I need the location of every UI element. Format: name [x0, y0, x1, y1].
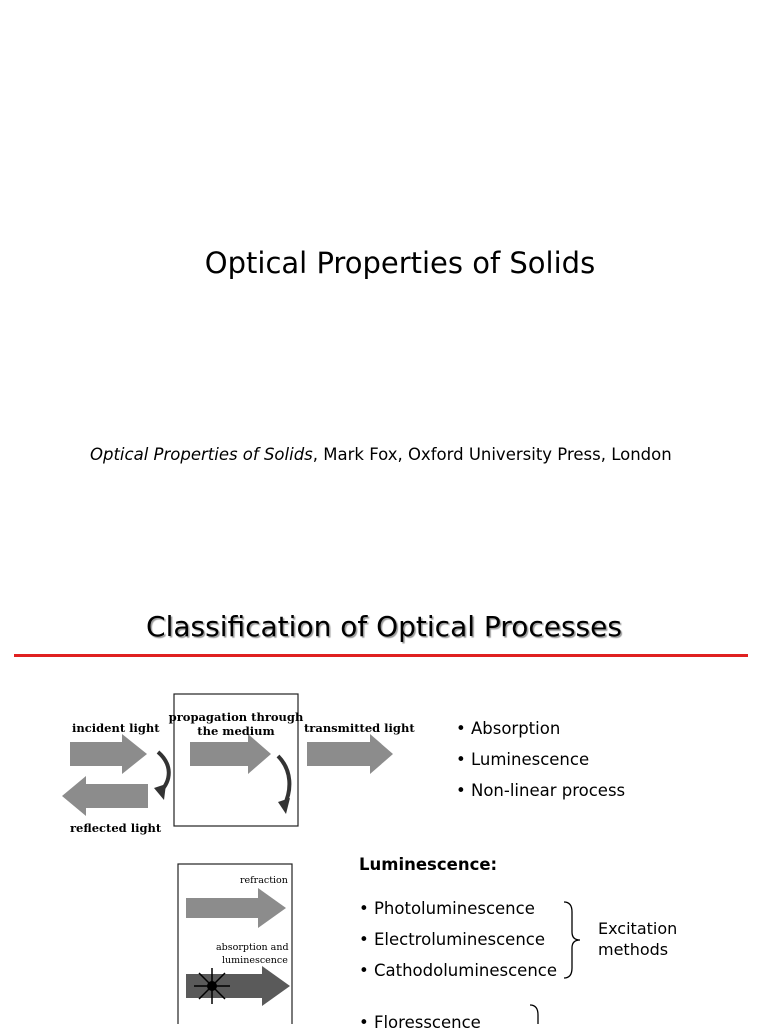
reflected-arrow	[62, 776, 148, 816]
luminescence-heading: Luminescence:	[359, 855, 498, 874]
right-brace-icon	[560, 898, 590, 982]
photoluminescence-item: • Photoluminescence	[359, 899, 535, 918]
light-medium-diagram	[0, 680, 420, 840]
incident-label: incident light	[72, 721, 160, 735]
excitation-methods-label	[598, 918, 677, 960]
absorption-label-2: luminescence	[222, 955, 288, 966]
citation	[90, 445, 672, 464]
slide-title: Optical Properties of Solids	[204, 246, 596, 280]
process-absorption: • Absorption	[456, 719, 561, 738]
internal-reflection-curve	[278, 756, 289, 806]
absorption-label-1: absorption and	[216, 942, 289, 953]
excitation-line-2: methods	[598, 940, 669, 959]
transmitted-arrow	[307, 734, 393, 774]
section-title: Classification of Optical Processes	[146, 610, 622, 643]
citation-details: , Mark Fox, Oxford University Press, London	[312, 445, 672, 464]
citation-book-title: Optical Properties of Solids	[90, 445, 313, 464]
excitation-line-1: Excitation	[598, 919, 678, 938]
incident-arrow	[70, 734, 147, 774]
propagation-label-1: propagation through	[168, 710, 304, 724]
propagation-label-2: the medium	[197, 724, 275, 738]
transmitted-label: transmitted light	[304, 721, 415, 735]
title-underline	[14, 654, 748, 657]
reflected-label: reflected light	[70, 821, 162, 835]
right-brace-icon-2	[526, 1003, 546, 1024]
refraction-arrow	[186, 888, 286, 928]
refraction-absorption-diagram	[170, 856, 300, 1024]
next-item-partial: • Floresscence	[359, 1013, 481, 1032]
process-luminescence: • Luminescence	[456, 750, 590, 769]
electroluminescence-item: • Electroluminescence	[359, 930, 546, 949]
propagation-arrow	[190, 734, 271, 774]
process-nonlinear: • Non-linear process	[456, 781, 626, 800]
refraction-label: refraction	[240, 875, 288, 886]
cathodoluminescence-item: • Cathodoluminescence	[359, 961, 558, 980]
